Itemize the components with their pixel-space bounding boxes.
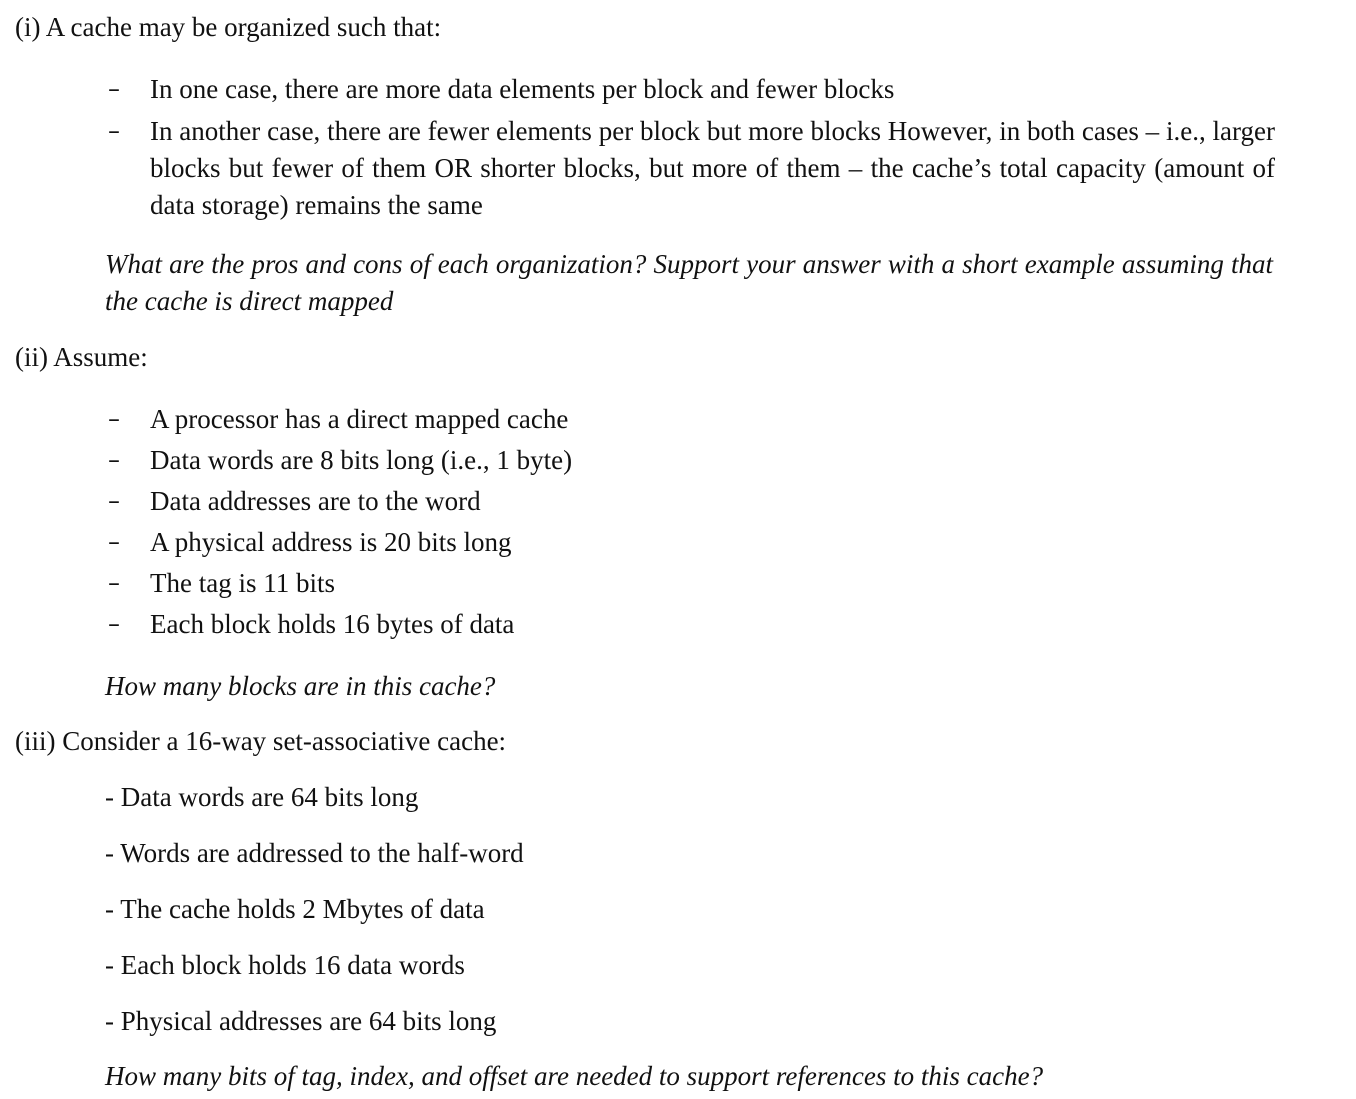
part-ii-list (0, 401, 1275, 647)
list-item (0, 442, 1275, 479)
dash-bullet: – (108, 569, 120, 597)
list-item-text: In one case, there are more data elements per block and fewer blocks (150, 74, 895, 104)
list-item-text: A processor has a direct mapped cache (150, 404, 569, 434)
part-iii-list (105, 779, 524, 1059)
dash-bullet: – (108, 446, 120, 474)
part-ii-question: How many blocks are in this cache? (105, 671, 496, 701)
dash-bullet: – (108, 487, 120, 515)
list-item (0, 483, 1275, 520)
list-item-text: A physical address is 20 bits long (150, 527, 512, 557)
dash-bullet: – (108, 405, 120, 433)
list-item-text: In another case, there are fewer elements per block but more blocks However, in both cases – i.e., larger blocks but fewer of them OR shorter blocks, but more of them – the cache’s total capacity (amount of data storage) remains the same (150, 116, 1275, 220)
list-item (0, 71, 1275, 108)
list-item: - Physical addresses are 64 bits long (105, 1006, 497, 1036)
list-item (0, 565, 1275, 602)
dash-bullet: – (108, 528, 120, 556)
dash-bullet: – (108, 75, 120, 103)
dash-bullet: – (108, 117, 120, 145)
part-i-heading: (i) A cache may be organized such that: (15, 12, 442, 42)
list-item: - Each block holds 16 data words (105, 950, 465, 980)
part-ii-heading: (ii) Assume: (15, 342, 148, 372)
list-item-text: The tag is 11 bits (150, 568, 335, 598)
list-item: - Words are addressed to the half-word (105, 838, 524, 868)
list-item (0, 606, 1275, 643)
list-item: - Data words are 64 bits long (105, 782, 419, 812)
list-item-text: Data addresses are to the word (150, 486, 481, 516)
list-item (0, 401, 1275, 438)
list-item-text: Data words are 8 bits long (i.e., 1 byte) (150, 445, 573, 475)
list-item (0, 524, 1275, 561)
list-item-text: Each block holds 16 bytes of data (150, 609, 515, 639)
part-i-question: What are the pros and cons of each organization? Support your answer with a short example assuming that the cache is direct mapped (105, 249, 1273, 316)
part-i-list (0, 71, 1275, 229)
part-iii-heading: (iii) Consider a 16-way set-associative cache: (15, 726, 507, 756)
dash-bullet: – (108, 610, 120, 638)
list-item: - The cache holds 2 Mbytes of data (105, 894, 485, 924)
part-iii-question: How many bits of tag, index, and offset are needed to support references to this cache? (105, 1061, 1044, 1091)
list-item (0, 113, 1275, 224)
